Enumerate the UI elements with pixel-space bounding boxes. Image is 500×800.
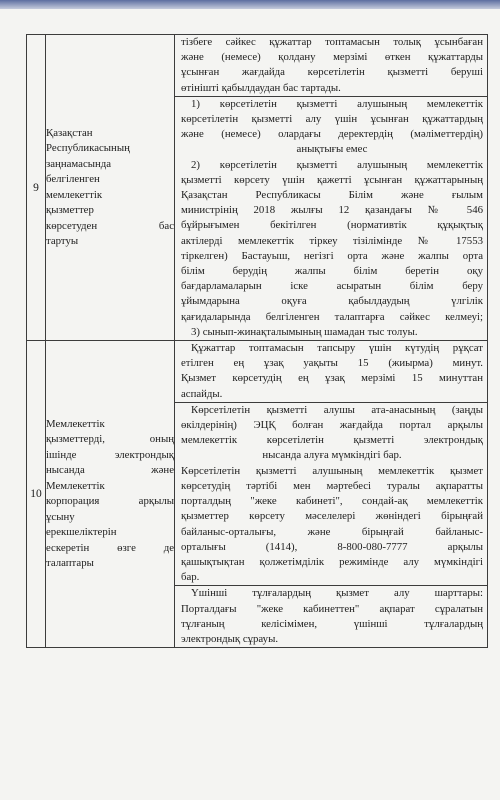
text-line: қызметті көрсету үшін қажетті ұсынған құжаттарының xyxy=(181,173,483,186)
text-line: порталдың "жеке кабинеті", сондай-ақ мемлекеттік xyxy=(181,495,483,508)
row-number: 10 xyxy=(27,341,46,648)
row-number: 9 xyxy=(27,35,46,341)
name-line: тартуы xyxy=(46,235,79,248)
text-line: тұлғаның келісімімен, үшінші тұлғалардың xyxy=(181,617,483,630)
name-line: көрсетуден бас xyxy=(46,219,174,232)
text-line: аспайды. xyxy=(181,387,223,400)
text-line: тізбеге сәйкес құжаттар топтамасын толық ұсынбаған xyxy=(181,36,483,48)
name-line: қызметтер xyxy=(46,204,94,217)
text-line: Үшінші тұлғалардың қызмет алу шарттары: xyxy=(191,587,483,600)
name-line: қызметтерді, оның xyxy=(46,433,174,446)
text-line: 1) көрсетілетін қызметті алушының мемлекеттік xyxy=(191,97,483,110)
text-line: ұйымдарына оқуға қабылдаудың үлгілік xyxy=(181,295,483,308)
text-line: бар. xyxy=(181,571,200,584)
text-line: және (немесе) олардағы деректердің (мәліметтердің) xyxy=(181,128,483,141)
text-line: етілген ең ұзақ уақыты 15 (жиырма) минут. xyxy=(181,357,483,370)
name-line: ішінде электрондық xyxy=(46,448,174,461)
text-line: Құжаттар топтамасын тапсыру үшін күтудің рұқсат xyxy=(191,342,483,355)
services-table xyxy=(26,34,488,648)
text-line: ұсынған жағдайда көрсетілетін қызметті беруші xyxy=(181,66,483,79)
intro-paragraph xyxy=(175,35,487,96)
name-line: белгіленген xyxy=(46,173,100,186)
text-line: көрсетудің тәртібі мен мәртебесі туралы ақпаратты xyxy=(181,479,483,492)
name-line: ескеретін өзге де xyxy=(46,541,174,554)
name-line: Қазақстан xyxy=(46,126,93,139)
name-line: мемлекеттік xyxy=(46,188,103,201)
text-line: өкілдерінің) ЭЦҚ болған жағдайда портал арқылы xyxy=(181,419,483,432)
text-line: көрсетілетін қызметті алу үшін ұсынған құжаттардың xyxy=(181,113,483,126)
name-line: корпорация арқылы xyxy=(46,495,174,508)
name-line: талаптары xyxy=(46,557,94,570)
text-line: тіркелген) Бастауыш, негізгі орта және жалпы орта xyxy=(181,249,483,262)
row-content-cell xyxy=(175,341,488,648)
text-line: байланыс-орталығы, және бірыңғай байланыс- xyxy=(181,525,483,538)
text-line: министрінің 2018 жылғы 12 қазандағы № 546 xyxy=(181,204,483,217)
waiting-time-paragraph xyxy=(175,341,487,402)
name-line: ұсыну xyxy=(46,510,75,523)
third-party-paragraph xyxy=(175,585,487,647)
scan-top-edge xyxy=(0,0,500,9)
text-line: Порталдағы "жеке кабинеттен" ақпарат сұралатын xyxy=(181,602,483,615)
text-line: қашықтықтан қолжетімділік режимінде алу мүмкіндігі xyxy=(181,555,483,568)
text-line: Қызмет көрсетудің ең ұзақ мерзімі 15 минуттан xyxy=(181,372,483,385)
text-line: және (немесе) қолдану мерзімі өткен құжаттарды xyxy=(181,51,483,64)
text-line: Көрсетілетін қызметті алушы ата-анасының (заңды xyxy=(191,403,483,416)
text-line: орталығы (1414), 8-800-080-7777 арқылы xyxy=(181,540,483,553)
name-line: Мемлекеттік xyxy=(46,417,105,430)
text-line: 2) көрсетілетін қызметті алушының мемлекеттік xyxy=(191,158,483,171)
text-line: бұйрығымен бекітілген (нормативтік құқықтық xyxy=(181,219,483,232)
text-line: бағдарламаларын іске асыратын білім беру xyxy=(181,280,483,293)
name-line: нысанда және xyxy=(46,464,174,477)
table-row-10 xyxy=(27,341,488,648)
text-line: электрондық сұрауы. xyxy=(181,632,279,645)
text-line: актілерді мемлекеттік тіркеу тізілімінде № 17553 xyxy=(181,234,483,247)
name-line: ерекшеліктерін xyxy=(46,526,117,539)
table-row-9 xyxy=(27,35,488,341)
row-content-cell xyxy=(175,35,488,341)
name-line: заңнамасында xyxy=(46,157,112,170)
text-line: білім берудің жалпы білім беретін оқу xyxy=(181,265,483,278)
text-line: қызметтер көрсету мәселелері жөніндегі бірыңғай xyxy=(181,510,483,523)
row-name-cell xyxy=(46,35,175,341)
text-line: қағидаларында белгіленген талаптарға сәйкес келмеуі; xyxy=(181,310,483,323)
text-line: Қазақстан Республикасы Білім және ғылым xyxy=(181,189,483,202)
reasons-paragraph xyxy=(175,96,487,340)
text-line: өтінішті қабылдаудан бас тартады. xyxy=(181,81,341,94)
name-line: Мемлекеттік xyxy=(46,479,105,492)
electronic-service-paragraph xyxy=(175,402,487,585)
text-line: анықтығы емес xyxy=(296,143,368,156)
name-line: Республикасының xyxy=(46,142,130,155)
text-line: нысанда алуға мүмкіндігі бар. xyxy=(262,449,402,462)
text-line: 3) сынып-жинақталымының шамадан тыс толуы. xyxy=(191,325,418,338)
text-line: Көрсетілетін қызметті алушының мемлекеттік қызмет xyxy=(181,464,483,477)
text-line: мемлекеттік көрсетілетін қызметті электрондық xyxy=(181,434,483,447)
row-name-cell xyxy=(46,341,175,648)
